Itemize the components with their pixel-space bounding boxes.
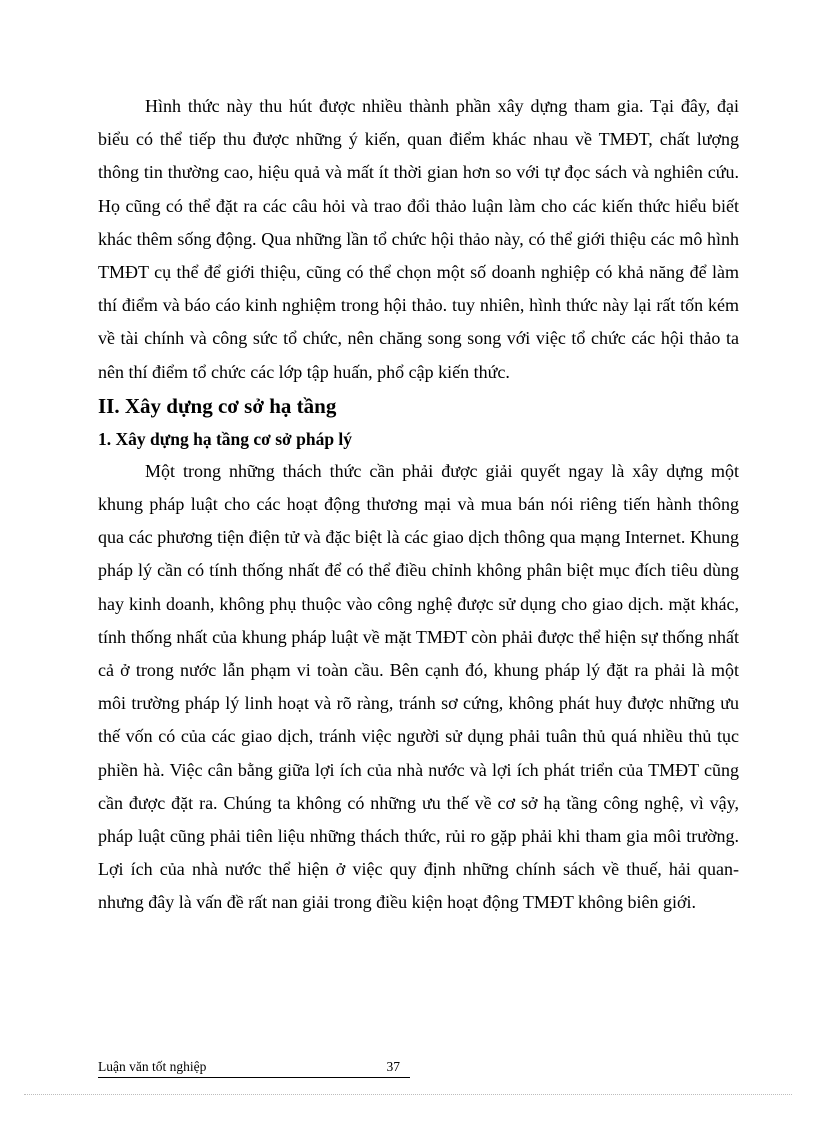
legal-framework-paragraph: Một trong những thách thức cần phải được giải quyết ngay là xây dựng một khung pháp luật cho các hoạt động thương mại và mua bán nói riêng tiến hành thông qua các phương tiện điện tử và đặc biệt là các giao dịch thông qua mạng Internet. Khung pháp lý cần có tính thống nhất để có thể điều chỉnh không phân biệt mục đích tiêu dùng hay kinh doanh, không phụ thuộc vào công nghệ được sử dụng cho giao dịch. mặt khác, tính thống nhất của khung pháp luật về mặt TMĐT còn phải được thể hiện sự thống nhất cả ở trong nước lẫn phạm vi toàn cầu. Bên cạnh đó, khung pháp lý đặt ra phải là một môi trường pháp lý linh hoạt và rõ ràng, tránh sơ cứng, không phát huy được những ưu thế vốn có của các giao dịch, tránh việc người sử dụng phải tuân thủ quá nhiều thủ tục phiền hà. Việc cân bằng giữa lợi ích của nhà nước và lợi ích phát triển của TMĐT cũng cần được đặt ra. Chúng ta không có những ưu thế về cơ sở hạ tầng công nghệ, vì vậy, pháp luật cũng phải tiên liệu những thách thức, rủi ro gặp phải khi tham gia môi trường. Lợi ích của nhà nước thể hiện ở việc quy định những chính sách về thuế, hải quan- nhưng đây là vấn đề rất nan giải trong điều kiện hoạt động TMĐT không biên giới. [98, 460, 739, 913]
section-heading: II. Xây dựng cơ sở hạ tầng [98, 393, 337, 418]
page-footer [98, 1058, 410, 1078]
page-number: 37 [386, 1059, 400, 1074]
intro-paragraph: Hình thức này thu hút được nhiều thành phần xây dựng tham gia. Tại đây, đại biểu có thể tiếp thu được những ý kiến, quan điểm khác nhau về TMĐT, chất lượng thông tin thường cao, hiệu quả và mất ít thời gian hơn so với tự đọc sách và nghiên cứu. Họ cũng có thể đặt ra các câu hỏi và trao đổi thảo luận làm cho các kiến thức hiểu biết khác thêm sống động. Qua những lần tổ chức hội thảo này, có thể giới thiệu các mô hình TMĐT cụ thể để giới thiệu, cũng có thể chọn một số doanh nghiệp có khả năng để làm thí điểm và báo cáo kinh nghiệm trong hội thảo. tuy nhiên, hình thức này lại rất tốn kém về tài chính và công sức tổ chức, nên chăng song song với việc tổ chức các hội thảo ta nên thí điểm tổ chức các lớp tập huấn, phổ cập kiến thức. [98, 96, 739, 382]
footer-label: Luận văn tốt nghiệp [98, 1059, 207, 1074]
page-content [98, 90, 739, 920]
subsection-heading: 1. Xây dựng hạ tầng cơ sở pháp lý [98, 428, 353, 449]
page-bottom-divider [24, 1094, 792, 1095]
